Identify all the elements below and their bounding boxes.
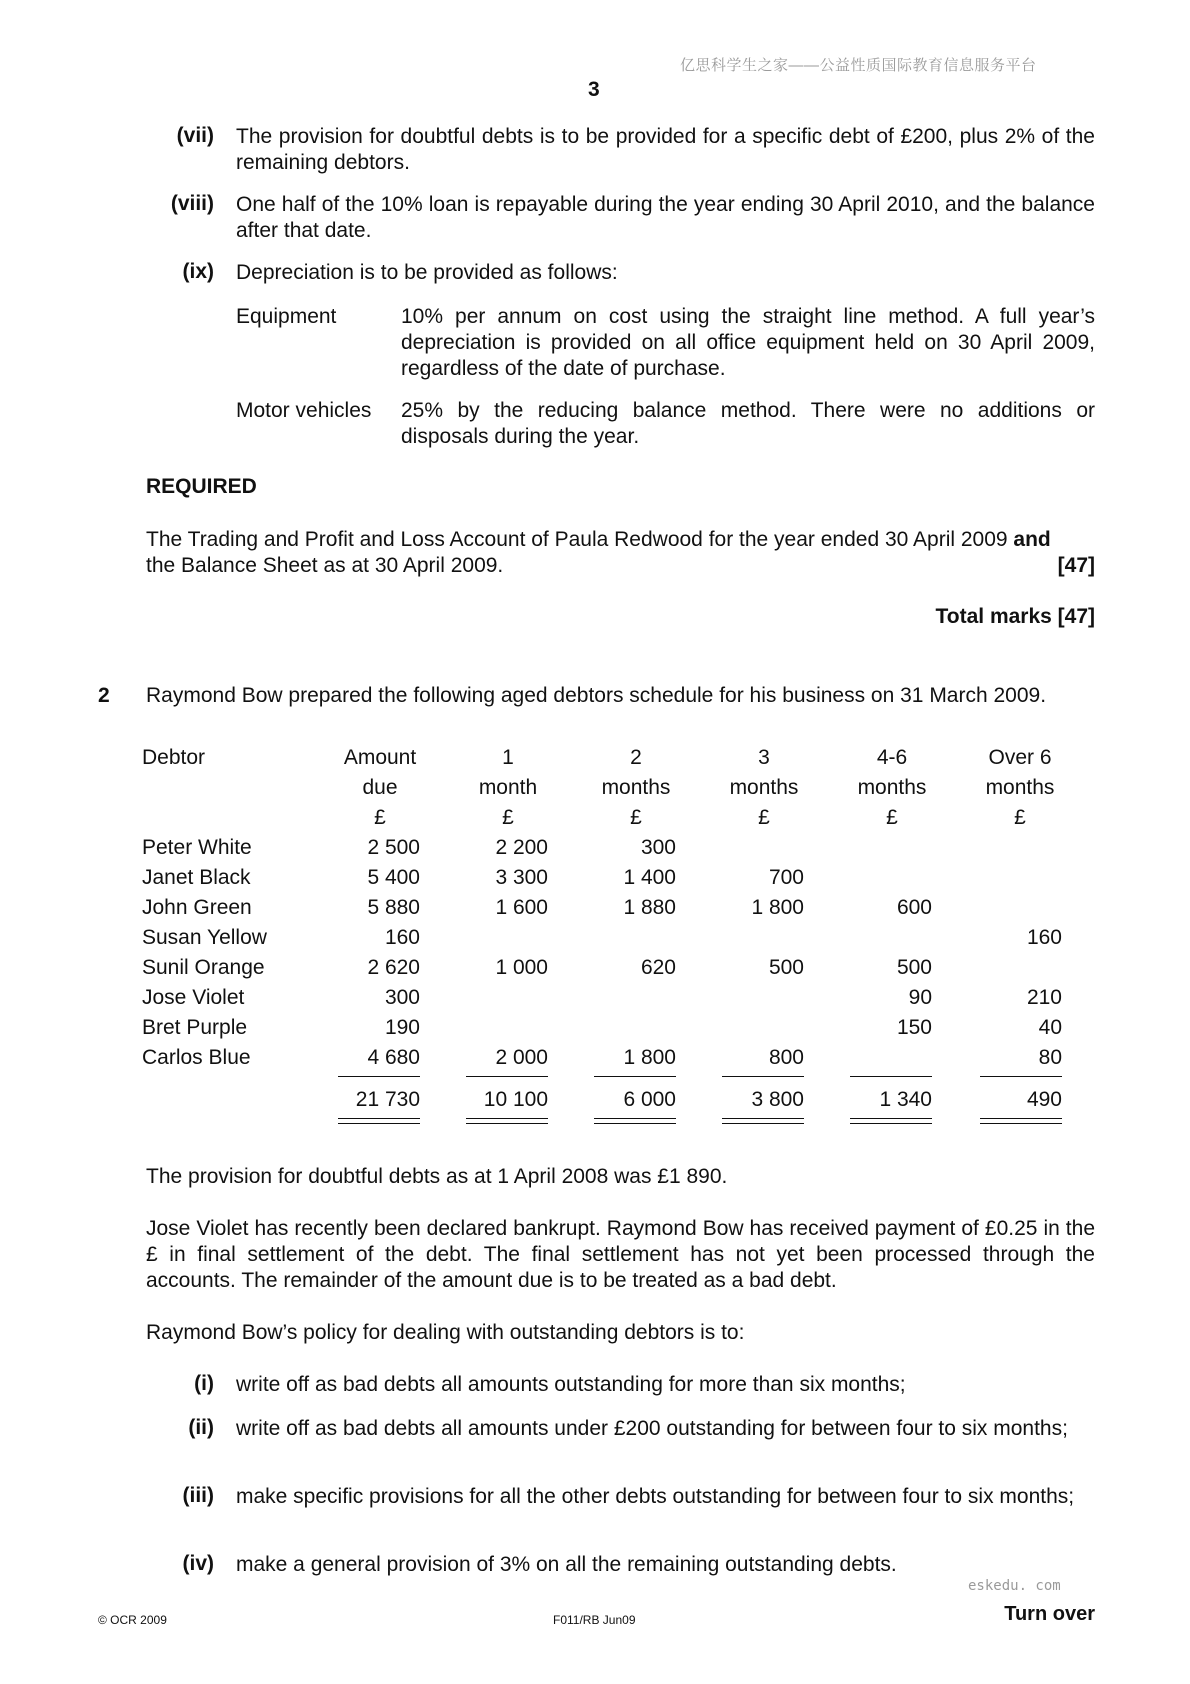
policy-text: make specific provisions for all the other debts outstanding for between four to six months; — [236, 1485, 1075, 1508]
table-header-amount-due — [330, 743, 430, 833]
cell-over-6-months: 210 — [1026, 986, 1062, 1009]
table-header-debtor: Debtor — [142, 746, 206, 769]
cell-1-month: 2 000 — [495, 1046, 548, 1069]
total-marks: Total marks [47] — [935, 605, 1095, 628]
header-line1: 1 — [502, 746, 514, 769]
policy-number: (iii) — [182, 1484, 214, 1507]
table-row — [142, 986, 1072, 1016]
cell-amount-due: 190 — [384, 1016, 420, 1039]
total-double-rule — [466, 1118, 548, 1119]
cell-1-month: 1 600 — [495, 896, 548, 919]
paragraph-jose-violet: Jose Violet has recently been declared bankrupt. Raymond Bow has received payment of £0.25 in the £ in final settlement of the debt. The final settlement has not yet been processed through the accounts. The remainder of the amount due is to be treated as a bad debt. — [146, 1217, 1095, 1292]
cell-amount-due: 5 400 — [367, 866, 420, 889]
subtotal-rule — [594, 1076, 676, 1077]
header-line1: 2 — [630, 746, 642, 769]
depreciation-equipment — [236, 304, 1095, 382]
policy-text: write off as bad debts all amounts outstanding for more than six months; — [236, 1373, 906, 1396]
cell-over-6-months: 160 — [1026, 926, 1062, 949]
policy-number: (i) — [194, 1372, 214, 1395]
footer-copyright: © OCR 2009 — [98, 1613, 167, 1627]
depreciation-label: Equipment — [236, 305, 337, 328]
paragraph-provision: The provision for doubtful debts as at 1 April 2008 was £1 890. — [146, 1165, 728, 1188]
subtotal-rule — [980, 1076, 1062, 1077]
item-number: (viii) — [170, 192, 214, 215]
cell-3-months: 700 — [768, 866, 804, 889]
header-line1: 4-6 — [876, 746, 908, 769]
header-line2: month — [478, 776, 538, 799]
cell-4-6-months: 500 — [896, 956, 932, 979]
required-marks: [47] — [1057, 554, 1095, 577]
cell-amount-due: 5 880 — [367, 896, 420, 919]
debtor-name: John Green — [142, 896, 252, 919]
cell-1-month: 2 200 — [495, 836, 548, 859]
table-row — [142, 1016, 1072, 1046]
required-heading: REQUIRED — [146, 475, 257, 498]
header-unit: £ — [630, 806, 642, 829]
item-number: (vii) — [176, 124, 214, 147]
question-intro: Raymond Bow prepared the following aged debtors schedule for his business on 31 March 2009. — [146, 684, 1047, 707]
total-double-rule — [338, 1123, 420, 1124]
cell-2-months: 300 — [640, 836, 676, 859]
depreciation-desc: 10% per annum on cost using the straight line method. A full year’s depreciation is provided on all office equipment held on 30 April 2009, regardless of the date of purchase. — [401, 305, 1095, 380]
header-line2: months — [985, 776, 1055, 799]
subtotal-rule — [466, 1076, 548, 1077]
total-double-rule — [466, 1123, 548, 1124]
policy-text: write off as bad debts all amounts under £200 outstanding for between four to six months; — [236, 1417, 1068, 1440]
table-row — [142, 836, 1072, 866]
total-4-6-months: 1 340 — [879, 1088, 932, 1111]
debtor-name: Susan Yellow — [142, 926, 267, 949]
header-line2: months — [857, 776, 927, 799]
debtor-name: Bret Purple — [142, 1016, 248, 1039]
depreciation-motor-vehicles — [236, 398, 1095, 450]
total-double-rule — [850, 1123, 932, 1124]
policy-item-i — [150, 1372, 1095, 1398]
subtotal-rule — [722, 1076, 804, 1077]
cell-amount-due: 4 680 — [367, 1046, 420, 1069]
total-1-month: 10 100 — [483, 1088, 548, 1111]
item-text: Depreciation is to be provided as follows: — [236, 261, 618, 284]
paragraph-policy-intro: Raymond Bow’s policy for dealing with outstanding debtors is to: — [146, 1321, 745, 1344]
table-header-1-month — [458, 743, 558, 833]
required-text-bold: and — [1013, 528, 1051, 551]
table-row — [142, 956, 1072, 986]
depreciation-desc: 25% by the reducing balance method. There were no additions or disposals during the year. — [401, 399, 1095, 448]
total-amount-due: 21 730 — [355, 1088, 420, 1111]
total-2-months: 6 000 — [623, 1088, 676, 1111]
cell-3-months: 1 800 — [751, 896, 804, 919]
item-number: (ix) — [182, 260, 214, 283]
policy-item-ii — [150, 1416, 1095, 1468]
footer-turn-over: Turn over — [1004, 1603, 1095, 1625]
policy-text: make a general provision of 3% on all the remaining outstanding debts. — [236, 1553, 897, 1576]
item-text: The provision for doubtful debts is to be provided for a specific debt of £200, plus 2% of the remaining debtors. — [236, 125, 1095, 174]
cell-amount-due: 300 — [384, 986, 420, 1009]
watermark-top: 亿思科学生之家——公益性质国际教育信息服务平台 — [680, 57, 1037, 74]
cell-4-6-months: 600 — [896, 896, 932, 919]
total-3-months: 3 800 — [751, 1088, 804, 1111]
question-number: 2 — [98, 684, 110, 707]
header-line1: Amount — [343, 746, 417, 769]
table-header-3-months — [714, 743, 814, 833]
total-over-6-months: 490 — [1026, 1088, 1062, 1111]
subtotal-rule — [338, 1076, 420, 1077]
table-row — [142, 1046, 1072, 1076]
header-line2: months — [729, 776, 799, 799]
table-row — [142, 866, 1072, 896]
required-text — [146, 527, 1095, 579]
header-unit: £ — [374, 806, 386, 829]
item-viii — [150, 192, 1095, 244]
cell-amount-due: 160 — [384, 926, 420, 949]
total-double-rule — [594, 1123, 676, 1124]
header-line1: 3 — [758, 746, 770, 769]
header-line2: months — [601, 776, 671, 799]
debtor-name: Janet Black — [142, 866, 251, 889]
depreciation-label: Motor vehicles — [236, 399, 372, 422]
table-totals-row — [142, 1088, 1072, 1118]
total-double-rule — [722, 1118, 804, 1119]
header-line2: due — [362, 776, 398, 799]
header-unit: £ — [502, 806, 514, 829]
required-text-after: the Balance Sheet as at 30 April 2009. — [146, 554, 504, 577]
cell-over-6-months: 40 — [1038, 1016, 1062, 1039]
header-unit: £ — [758, 806, 770, 829]
total-double-rule — [850, 1118, 932, 1119]
policy-number: (iv) — [182, 1552, 214, 1575]
table-header-2-months — [586, 743, 686, 833]
cell-2-months: 1 800 — [623, 1046, 676, 1069]
header-line1: Over 6 — [988, 746, 1052, 769]
total-double-rule — [980, 1118, 1062, 1119]
cell-2-months: 1 400 — [623, 866, 676, 889]
table-header-4-6-months — [842, 743, 942, 833]
subtotal-rule — [850, 1076, 932, 1077]
page-number: 3 — [588, 78, 600, 101]
cell-amount-due: 2 500 — [367, 836, 420, 859]
table-row — [142, 926, 1072, 956]
item-text: One half of the 10% loan is repayable during the year ending 30 April 2010, and the balance after that date. — [236, 193, 1095, 242]
policy-item-iii — [150, 1484, 1095, 1536]
total-double-rule — [338, 1118, 420, 1119]
cell-3-months: 800 — [768, 1046, 804, 1069]
cell-2-months: 620 — [640, 956, 676, 979]
total-double-rule — [594, 1118, 676, 1119]
watermark-bottom: eskedu. com — [968, 1578, 1061, 1594]
total-double-rule — [980, 1123, 1062, 1124]
total-double-rule — [722, 1123, 804, 1124]
cell-over-6-months: 80 — [1038, 1046, 1062, 1069]
cell-3-months: 500 — [768, 956, 804, 979]
header-unit: £ — [1014, 806, 1026, 829]
debtor-name: Jose Violet — [142, 986, 245, 1009]
cell-4-6-months: 150 — [896, 1016, 932, 1039]
header-unit: £ — [886, 806, 898, 829]
debtor-name: Sunil Orange — [142, 956, 265, 979]
item-ix — [150, 260, 1095, 286]
debtor-name: Carlos Blue — [142, 1046, 251, 1069]
required-text-main: The Trading and Profit and Loss Account of Paula Redwood for the year ended 30 April 2009 — [146, 528, 1014, 551]
table-header-over-6-months — [970, 743, 1070, 833]
cell-1-month: 3 300 — [495, 866, 548, 889]
debtor-name: Peter White — [142, 836, 252, 859]
cell-2-months: 1 880 — [623, 896, 676, 919]
policy-item-iv — [150, 1552, 1095, 1578]
policy-number: (ii) — [188, 1416, 214, 1439]
item-vii — [150, 124, 1095, 176]
footer-paper-code: F011/RB Jun09 — [553, 1613, 636, 1627]
cell-amount-due: 2 620 — [367, 956, 420, 979]
cell-4-6-months: 90 — [908, 986, 932, 1009]
table-row — [142, 896, 1072, 926]
cell-1-month: 1 000 — [495, 956, 548, 979]
